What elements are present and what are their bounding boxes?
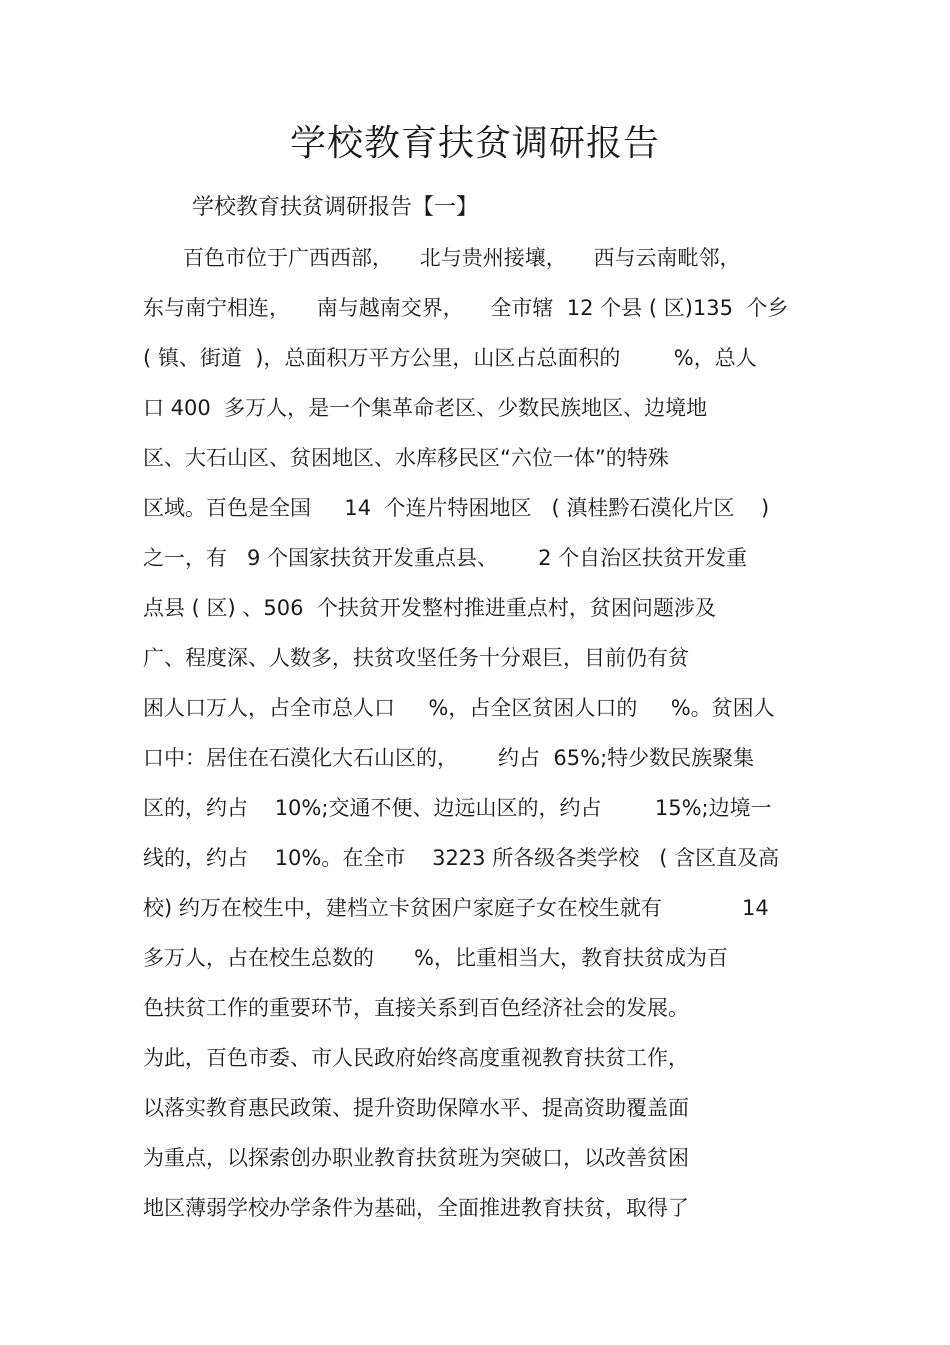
body-line: 区的，约占 10%;交通不便、边远山区的，约占 15%;边境一	[143, 796, 772, 820]
body-line: 之一，有 9 个国家扶贫开发重点县、 2 个自治区扶贫开发重	[143, 546, 748, 570]
body-line: 口中：居住在石漠化大石山区的， 约占 65%;特少数民族聚集	[143, 746, 755, 770]
body-line: 为此，百色市委、市人民政府始终高度重视教育扶贫工作，	[143, 1046, 689, 1070]
body-line: 广、程度深、人数多，扶贫攻坚任务十分艰巨，目前仍有贫	[143, 646, 689, 670]
body-line: 线的，约占 10%。在全市 3223 所各级各类学校 ( 含区直及高	[143, 846, 780, 870]
body-line: 色扶贫工作的重要环节，直接关系到百色经济社会的发展。	[143, 996, 689, 1020]
body-line: 百色市位于广西西部， 北与贵州接壤， 西与云南毗邻，	[143, 246, 741, 270]
body-line: 口 400 多万人，是一个集革命老区、少数民族地区、边境地	[143, 396, 708, 420]
body-line: 以落实教育惠民政策、提升资助保障水平、提高资助覆盖面	[143, 1096, 689, 1120]
body-line: 区、大石山区、贫困地区、水库移民区“六位一体”的特殊	[143, 446, 669, 470]
body-line: 地区薄弱学校办学条件为基础，全面推进教育扶贫，取得了	[143, 1196, 689, 1220]
body-line: 校) 约万在校生中，建档立卡贫困户家庭子女在校生就有 14	[143, 896, 769, 920]
body-line: 区域。百色是全国 14 个连片特困地区 ( 滇桂黔石漠化片区 )	[143, 496, 770, 520]
body-line: 为重点，以探索创办职业教育扶贫班为突破口，以改善贫困	[143, 1146, 689, 1170]
body-line: 困人口万人，占全市总人口 %，占全区贫困人口的 %。贫困人	[143, 696, 775, 720]
body-line: ( 镇、街道 )，总面积万平方公里，山区占总面积的 %，总人	[143, 346, 757, 370]
body-line: 点县 ( 区) 、506 个扶贫开发整村推进重点村，贫困问题涉及	[143, 596, 716, 620]
document-subtitle: 学校教育扶贫调研报告【一】	[192, 195, 479, 220]
document-title: 学校教育扶贫调研报告	[289, 123, 660, 164]
body-line: 多万人，占在校生总数的 %，比重相当大，教育扶贫成为百	[143, 946, 729, 970]
body-line: 东与南宁相连， 南与越南交界， 全市辖 12 个县 ( 区)135 个乡	[143, 296, 789, 320]
